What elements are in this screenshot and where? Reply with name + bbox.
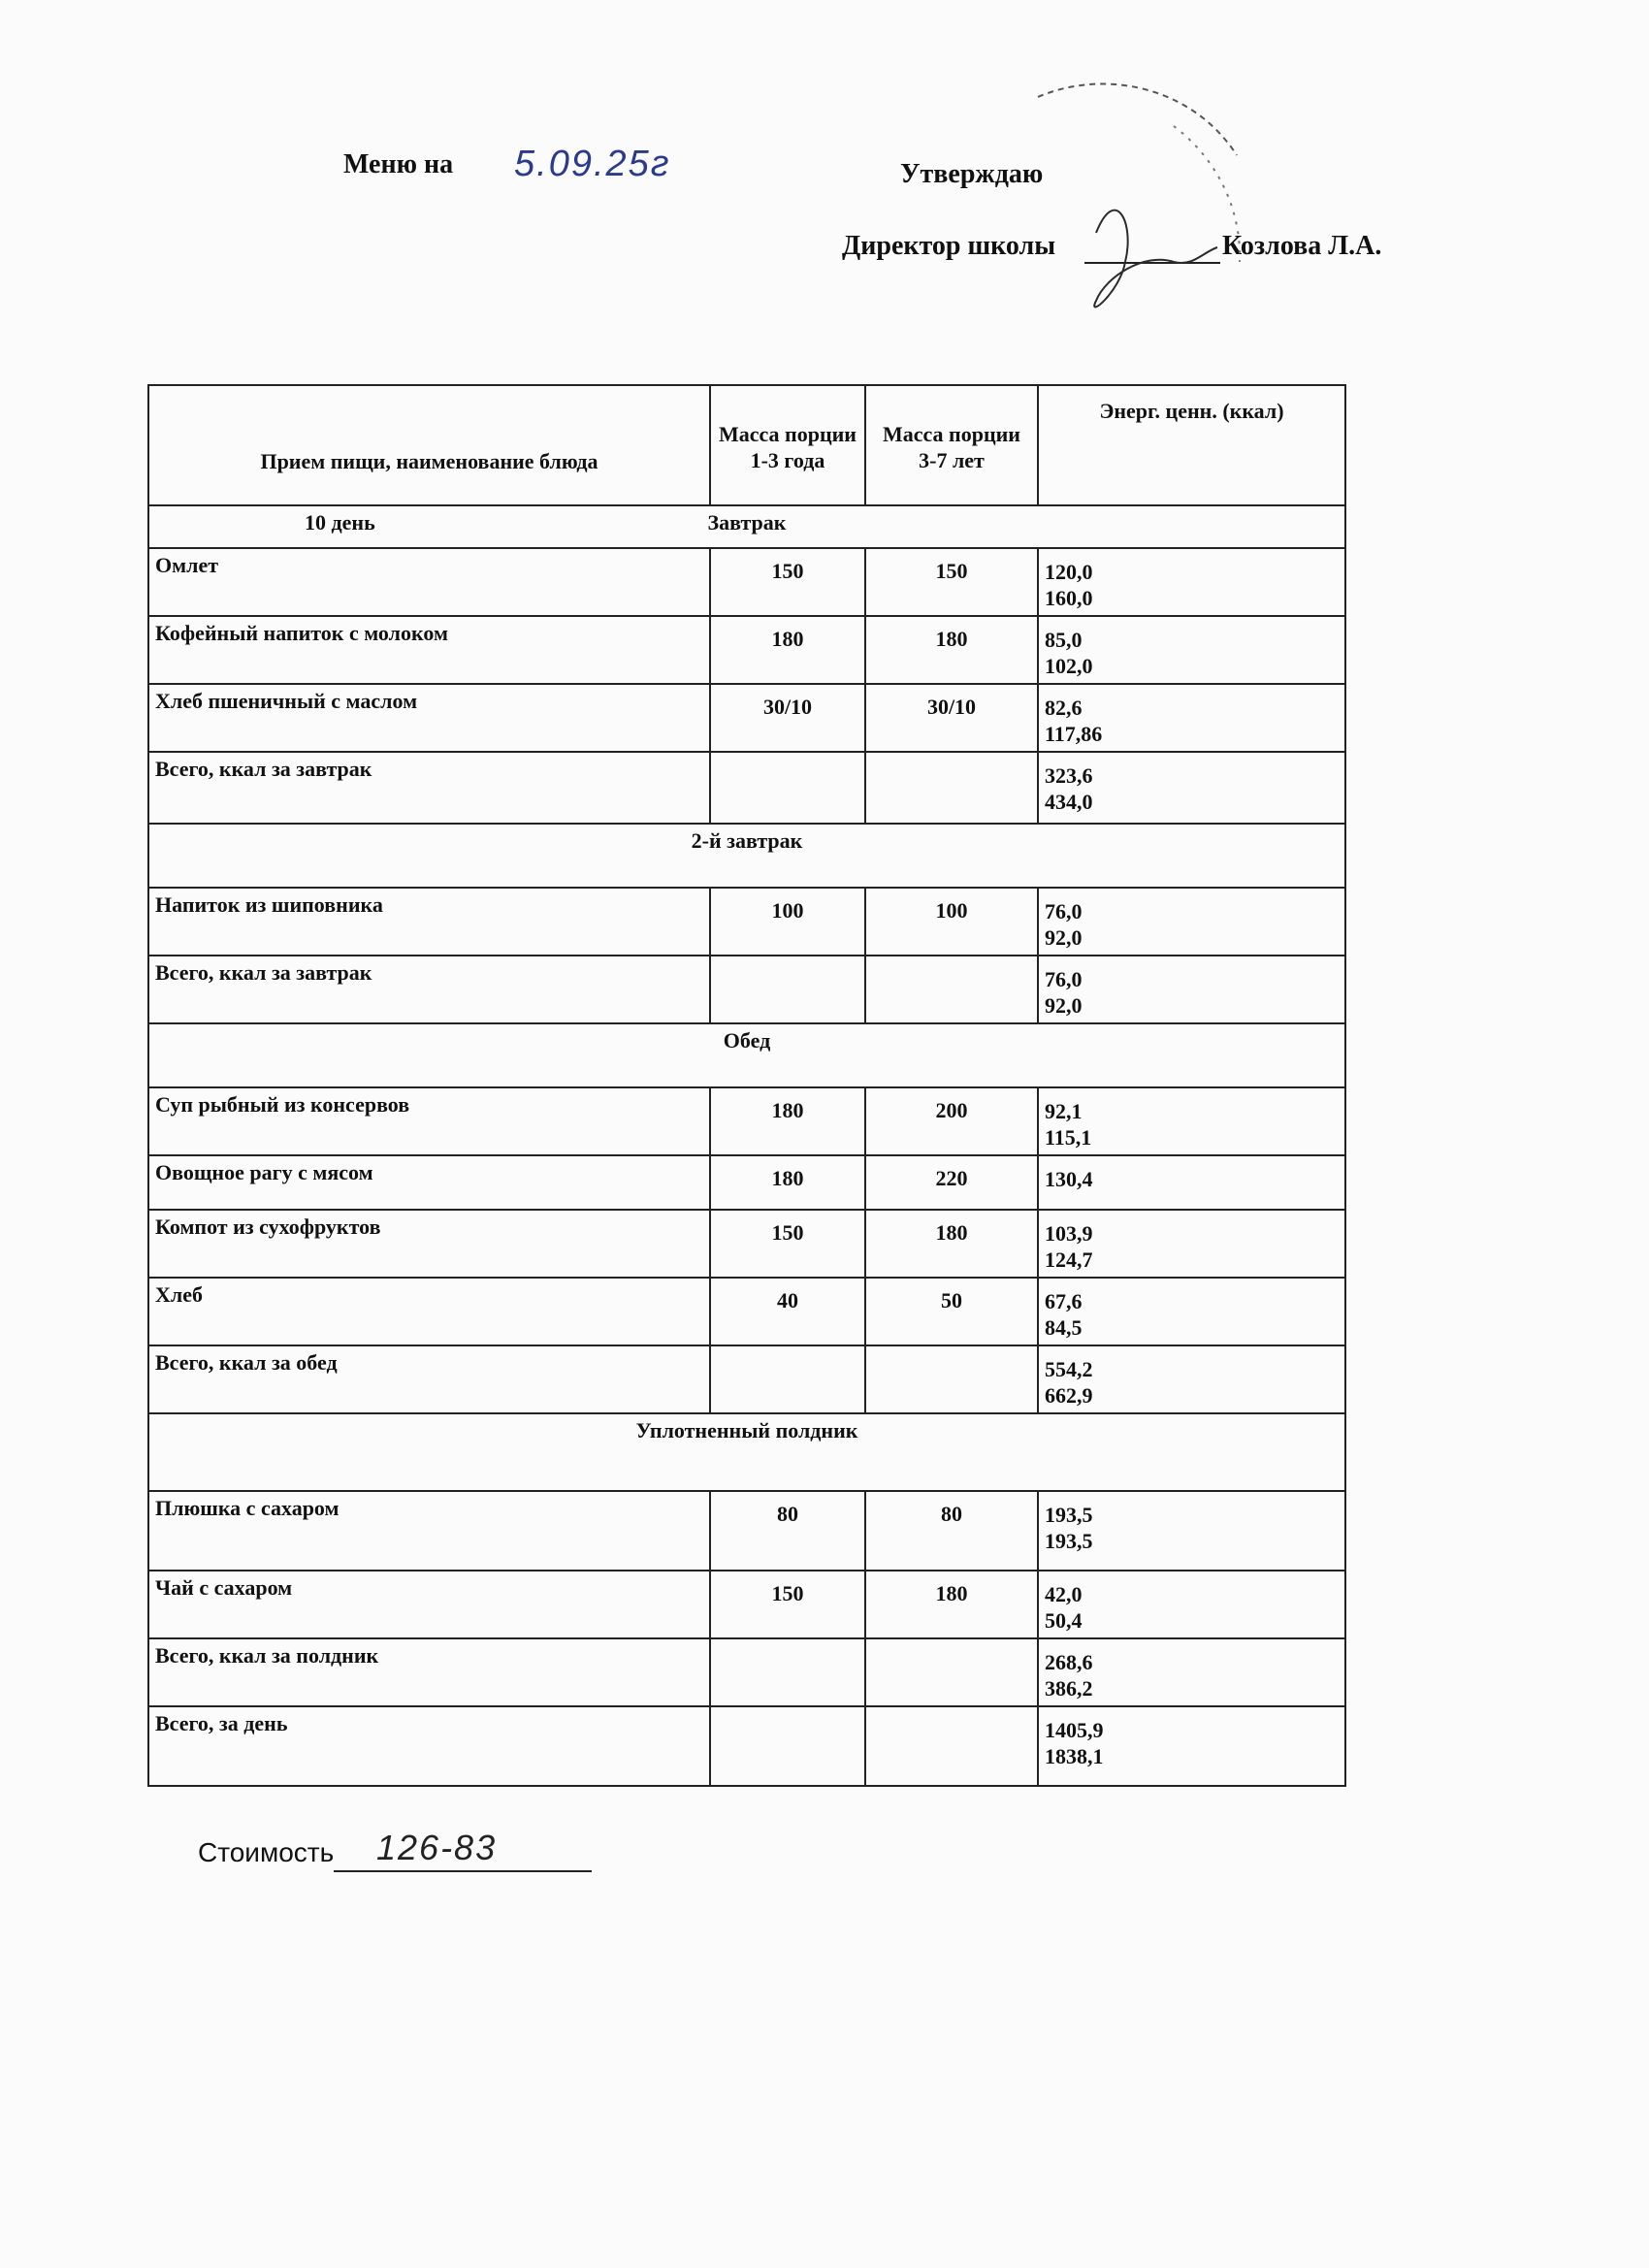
mass-1-3: 100 (710, 888, 865, 956)
section-title: Уплотненный полдник (635, 1418, 858, 1442)
table-row (148, 616, 1345, 684)
menu-table (147, 384, 1346, 1787)
energy-1-3: 76,0 (1045, 899, 1083, 923)
dish-name: Омлет (148, 548, 710, 616)
energy-cell (1038, 752, 1345, 824)
energy-1-3: 67,6 (1045, 1289, 1083, 1313)
energy-cell (1038, 616, 1345, 684)
table-row (148, 1571, 1345, 1638)
table-header-row (148, 385, 1345, 505)
energy-3-7: 193,5 (1045, 1529, 1093, 1553)
dish-name: Суп рыбный из консервов (148, 1087, 710, 1155)
day-label: 10 день (305, 510, 375, 535)
energy-cell (1038, 684, 1345, 752)
dish-name: Чай с сахаром (148, 1571, 710, 1638)
energy-3-7: 124,7 (1045, 1247, 1093, 1272)
mass-3-7: 180 (865, 616, 1038, 684)
day-total-row (148, 1706, 1345, 1786)
energy-cell (1038, 1638, 1345, 1706)
mass-3-7: 50 (865, 1278, 1038, 1345)
dish-name: Хлеб пшеничный с маслом (148, 684, 710, 752)
energy-3-7: 92,0 (1045, 993, 1083, 1018)
section-row-snack (148, 1413, 1345, 1491)
energy-cell (1038, 1278, 1345, 1345)
table-row (148, 1638, 1345, 1706)
energy-cell (1038, 548, 1345, 616)
mass-1-3 (710, 956, 865, 1023)
section-title: 2-й завтрак (691, 828, 803, 853)
table-row (148, 888, 1345, 956)
mass-1-3: 180 (710, 616, 865, 684)
mass-1-3 (710, 752, 865, 824)
mass-3-7 (865, 1706, 1038, 1786)
dish-name: Напиток из шиповника (148, 888, 710, 956)
energy-1-3: 193,5 (1045, 1503, 1093, 1527)
energy-cell (1038, 1706, 1345, 1786)
energy-3-7: 92,0 (1045, 925, 1083, 950)
mass-3-7 (865, 1638, 1038, 1706)
energy-3-7: 386,2 (1045, 1676, 1093, 1701)
section-row-second-breakfast (148, 824, 1345, 888)
mass-1-3: 180 (710, 1155, 865, 1210)
mass-3-7: 30/10 (865, 684, 1038, 752)
mass-1-3 (710, 1638, 865, 1706)
dish-name: Всего, ккал за обед (148, 1345, 710, 1413)
table-row (148, 1345, 1345, 1413)
energy-1-3: 554,2 (1045, 1357, 1093, 1381)
section-title: Обед (723, 1028, 771, 1053)
table-row (148, 548, 1345, 616)
section-row-lunch (148, 1023, 1345, 1087)
mass-1-3: 40 (710, 1278, 865, 1345)
table-row (148, 1155, 1345, 1210)
mass-1-3: 180 (710, 1087, 865, 1155)
energy-cell (1038, 888, 1345, 956)
mass-3-7 (865, 956, 1038, 1023)
mass-3-7: 80 (865, 1491, 1038, 1571)
mass-1-3 (710, 1345, 865, 1413)
energy-1-3: 268,6 (1045, 1650, 1093, 1674)
energy-1-3: 120,0 (1045, 560, 1093, 584)
energy-1-3: 76,0 (1045, 967, 1083, 991)
dish-name: Овощное рагу с мясом (148, 1155, 710, 1210)
mass-1-3: 150 (710, 1571, 865, 1638)
cost-value-handwritten: 126-83 (376, 1828, 498, 1867)
mass-3-7 (865, 1345, 1038, 1413)
energy-1-3: 130,4 (1045, 1167, 1093, 1191)
table-row (148, 1210, 1345, 1278)
director-label: Директор школы (842, 231, 1056, 261)
mass-1-3: 30/10 (710, 684, 865, 752)
energy-cell (1038, 1155, 1345, 1210)
energy-3-7: 84,5 (1045, 1315, 1083, 1340)
table-row (148, 1087, 1345, 1155)
dish-name: Хлеб (148, 1278, 710, 1345)
dish-name: Всего, ккал за полдник (148, 1638, 710, 1706)
cost-underline (334, 1870, 592, 1872)
dish-name: Плюшка с сахаром (148, 1491, 710, 1571)
mass-3-7: 180 (865, 1210, 1038, 1278)
col-header-energy: Энерг. ценн. (ккал) (1038, 385, 1345, 505)
dish-name: Всего, ккал за завтрак (148, 956, 710, 1023)
table-row (148, 956, 1345, 1023)
col-header-dish: Прием пищи, наименование блюда (148, 385, 710, 505)
mass-3-7: 100 (865, 888, 1038, 956)
menu-label: Меню на (343, 149, 454, 179)
mass-1-3: 150 (710, 548, 865, 616)
energy-cell (1038, 1491, 1345, 1571)
energy-1-3: 323,6 (1045, 763, 1093, 788)
mass-3-7: 220 (865, 1155, 1038, 1210)
energy-cell (1038, 1210, 1345, 1278)
energy-cell (1038, 1087, 1345, 1155)
table-row (148, 752, 1345, 824)
col-header-mass-3-7: Масса порции 3-7 лет (865, 385, 1038, 505)
mass-3-7: 200 (865, 1087, 1038, 1155)
table-row (148, 684, 1345, 752)
dish-name: Всего, за день (148, 1706, 710, 1786)
energy-3-7: 434,0 (1045, 790, 1093, 814)
energy-3-7: 115,1 (1045, 1125, 1092, 1150)
energy-cell (1038, 1571, 1345, 1638)
mass-3-7 (865, 752, 1038, 824)
energy-3-7: 117,86 (1045, 722, 1103, 746)
energy-cell (1038, 956, 1345, 1023)
col-header-mass-1-3: Масса порции 1-3 года (710, 385, 865, 505)
menu-date-handwritten: 5.09.25г (514, 144, 671, 184)
energy-3-7: 102,0 (1045, 654, 1093, 678)
section-title: Завтрак (707, 510, 787, 535)
mass-1-3 (710, 1706, 865, 1786)
approve-label: Утверждаю (900, 159, 1044, 189)
energy-1-3: 1405,9 (1045, 1718, 1104, 1742)
table-row (148, 1491, 1345, 1571)
energy-3-7: 662,9 (1045, 1383, 1093, 1408)
energy-3-7: 1838,1 (1045, 1744, 1104, 1768)
dish-name: Компот из сухофруктов (148, 1210, 710, 1278)
energy-1-3: 42,0 (1045, 1582, 1083, 1606)
mass-3-7: 180 (865, 1571, 1038, 1638)
energy-1-3: 85,0 (1045, 628, 1083, 652)
mass-1-3: 80 (710, 1491, 865, 1571)
dish-name: Кофейный напиток с молоком (148, 616, 710, 684)
stamp-signature-mark (1028, 68, 1290, 359)
energy-1-3: 82,6 (1045, 696, 1083, 720)
director-name: Козлова Л.А. (1222, 231, 1382, 261)
cost-label: Стоимость (198, 1837, 335, 1867)
energy-cell (1038, 1345, 1345, 1413)
energy-3-7: 160,0 (1045, 586, 1093, 610)
dish-name: Всего, ккал за завтрак (148, 752, 710, 824)
mass-3-7: 150 (865, 548, 1038, 616)
mass-1-3: 150 (710, 1210, 865, 1278)
section-row-breakfast (148, 505, 1345, 548)
table-row (148, 1278, 1345, 1345)
energy-1-3: 103,9 (1045, 1221, 1093, 1246)
energy-1-3: 92,1 (1045, 1099, 1083, 1123)
energy-3-7: 50,4 (1045, 1608, 1083, 1633)
